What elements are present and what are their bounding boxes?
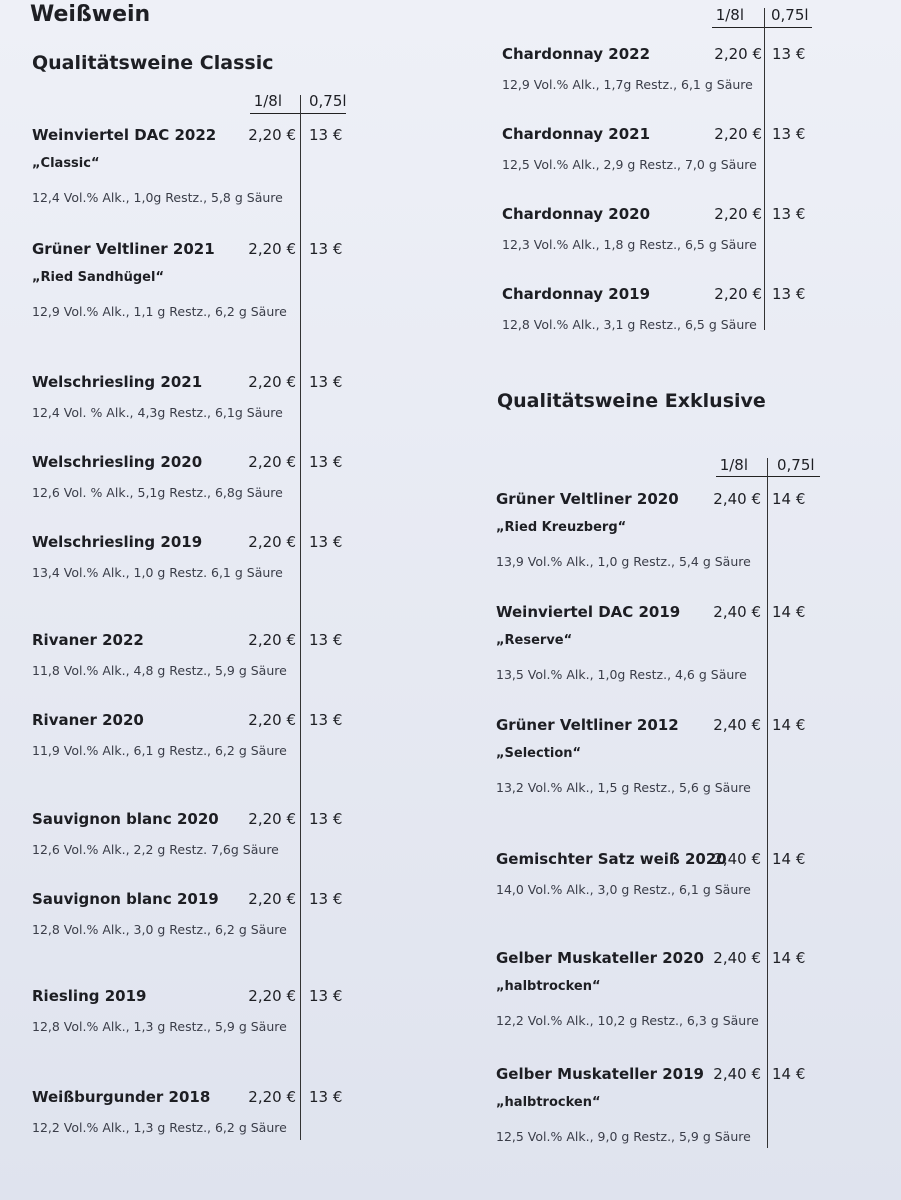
column-divider-classic [300, 95, 301, 1140]
price-small-glass: 2,20 € [248, 126, 296, 144]
wine-name: Chardonnay 2022 [502, 45, 651, 63]
wine-name: Gelber Muskateller 2019 [496, 1065, 704, 1083]
price-bottle: 13 € [309, 126, 343, 144]
wine-subtitle: „Classic“ [32, 156, 100, 171]
wine-name: Gemischter Satz weiß 2020 [496, 850, 727, 868]
column-header-large: 0,75l [771, 6, 809, 24]
wine-name: Welschriesling 2020 [32, 453, 203, 471]
price-small-glass: 2,20 € [248, 810, 296, 828]
price-bottle: 14 € [772, 716, 806, 734]
price-small-glass: 2,20 € [248, 453, 296, 471]
wine-name: Riesling 2019 [32, 987, 147, 1005]
wine-details: 13,9 Vol.% Alk., 1,0 g Restz., 5,4 g Säure [496, 554, 751, 569]
wine-details: 12,9 Vol.% Alk., 1,1 g Restz., 6,2 g Säure [32, 304, 287, 319]
price-bottle: 14 € [772, 1065, 806, 1083]
price-small-glass: 2,40 € [713, 716, 761, 734]
price-bottle: 13 € [309, 533, 343, 551]
price-bottle: 13 € [309, 453, 343, 471]
price-bottle: 13 € [309, 631, 343, 649]
price-small-glass: 2,20 € [714, 45, 762, 63]
header-underline-exklusive [716, 476, 820, 477]
wine-details: 13,4 Vol.% Alk., 1,0 g Restz. 6,1 g Säure [32, 565, 283, 580]
price-small-glass: 2,40 € [713, 490, 761, 508]
wine-details: 11,9 Vol.% Alk., 6,1 g Restz., 6,2 g Säure [32, 743, 287, 758]
column-header-large: 0,75l [309, 92, 347, 110]
price-bottle: 14 € [772, 850, 806, 868]
wine-name: Sauvignon blanc 2019 [32, 890, 219, 908]
wine-subtitle: „Ried Kreuzberg“ [496, 520, 627, 535]
price-small-glass: 2,40 € [713, 949, 761, 967]
wine-name: Chardonnay 2021 [502, 125, 651, 143]
wine-name: Grüner Veltliner 2012 [496, 716, 679, 734]
price-small-glass: 2,20 € [714, 285, 762, 303]
price-small-glass: 2,40 € [713, 850, 761, 868]
wine-name: Weinviertel DAC 2019 [496, 603, 681, 621]
price-bottle: 13 € [772, 45, 806, 63]
wine-details: 12,2 Vol.% Alk., 1,3 g Restz., 6,2 g Säure [32, 1120, 287, 1135]
wine-name: Gelber Muskateller 2020 [496, 949, 704, 967]
price-bottle: 13 € [309, 890, 343, 908]
column-header-small: 1/8l [715, 6, 744, 24]
price-bottle: 13 € [772, 205, 806, 223]
wine-subtitle: „halbtrocken“ [496, 979, 601, 994]
section-title-exklusive: Qualitätsweine Exklusive [497, 390, 766, 412]
price-small-glass: 2,20 € [248, 711, 296, 729]
wine-details: 12,5 Vol.% Alk., 2,9 g Restz., 7,0 g Säure [502, 157, 757, 172]
column-divider-exklusive [767, 458, 768, 1148]
wine-name: Weißburgunder 2018 [32, 1088, 211, 1106]
price-small-glass: 2,40 € [713, 603, 761, 621]
wine-subtitle: „halbtrocken“ [496, 1095, 601, 1110]
price-bottle: 13 € [309, 987, 343, 1005]
wine-details: 13,2 Vol.% Alk., 1,5 g Restz., 5,6 g Säure [496, 780, 751, 795]
price-small-glass: 2,20 € [248, 890, 296, 908]
wine-name: Weinviertel DAC 2022 [32, 126, 217, 144]
column-header-small: 1/8l [253, 92, 282, 110]
wine-details: 12,3 Vol.% Alk., 1,8 g Restz., 6,5 g Säure [502, 237, 757, 252]
wine-name: Welschriesling 2019 [32, 533, 203, 551]
wine-details: 13,5 Vol.% Alk., 1,0g Restz., 4,6 g Säure [496, 667, 747, 682]
wine-details: 12,5 Vol.% Alk., 9,0 g Restz., 5,9 g Säure [496, 1129, 751, 1144]
price-small-glass: 2,20 € [714, 125, 762, 143]
wine-name: Rivaner 2020 [32, 711, 144, 729]
wine-subtitle: „Selection“ [496, 746, 582, 761]
wine-subtitle: „Ried Sandhügel“ [32, 270, 164, 285]
price-small-glass: 2,20 € [248, 533, 296, 551]
column-header-large: 0,75l [777, 456, 815, 474]
wine-details: 12,4 Vol.% Alk., 1,0g Restz., 5,8 g Säure [32, 190, 283, 205]
section-title-classic: Qualitätsweine Classic [32, 52, 274, 74]
price-small-glass: 2,20 € [248, 1088, 296, 1106]
wine-details: 12,4 Vol. % Alk., 4,3g Restz., 6,1g Säure [32, 405, 283, 420]
wine-name: Welschriesling 2021 [32, 373, 203, 391]
price-bottle: 13 € [309, 711, 343, 729]
price-bottle: 13 € [309, 240, 343, 258]
header-underline-chardonnay [712, 27, 812, 28]
price-bottle: 13 € [772, 125, 806, 143]
price-bottle: 14 € [772, 949, 806, 967]
price-small-glass: 2,20 € [248, 240, 296, 258]
wine-details: 12,8 Vol.% Alk., 3,1 g Restz., 6,5 g Säure [502, 317, 757, 332]
wine-details: 12,2 Vol.% Alk., 10,2 g Restz., 6,3 g Säure [496, 1013, 759, 1028]
wine-name: Grüner Veltliner 2020 [496, 490, 679, 508]
wine-subtitle: „Reserve“ [496, 633, 573, 648]
wine-name: Grüner Veltliner 2021 [32, 240, 215, 258]
price-bottle: 14 € [772, 490, 806, 508]
wine-name: Chardonnay 2020 [502, 205, 651, 223]
column-header-small: 1/8l [719, 456, 748, 474]
price-bottle: 13 € [309, 373, 343, 391]
wine-details: 12,8 Vol.% Alk., 3,0 g Restz., 6,2 g Säure [32, 922, 287, 937]
wine-details: 12,6 Vol.% Alk., 2,2 g Restz. 7,6g Säure [32, 842, 279, 857]
price-bottle: 13 € [309, 1088, 343, 1106]
price-bottle: 13 € [309, 810, 343, 828]
price-small-glass: 2,20 € [714, 205, 762, 223]
column-divider-chardonnay [764, 8, 765, 330]
price-small-glass: 2,20 € [248, 987, 296, 1005]
price-small-glass: 2,20 € [248, 373, 296, 391]
header-underline-classic [250, 113, 346, 114]
wine-name: Sauvignon blanc 2020 [32, 810, 219, 828]
price-bottle: 13 € [772, 285, 806, 303]
price-small-glass: 2,40 € [713, 1065, 761, 1083]
wine-name: Chardonnay 2019 [502, 285, 651, 303]
wine-details: 12,9 Vol.% Alk., 1,7g Restz., 6,1 g Säure [502, 77, 753, 92]
wine-details: 14,0 Vol.% Alk., 3,0 g Restz., 6,1 g Säure [496, 882, 751, 897]
wine-details: 12,8 Vol.% Alk., 1,3 g Restz., 5,9 g Säure [32, 1019, 287, 1034]
page-title: Weißwein [30, 2, 151, 27]
price-bottle: 14 € [772, 603, 806, 621]
price-small-glass: 2,20 € [248, 631, 296, 649]
wine-name: Rivaner 2022 [32, 631, 144, 649]
wine-details: 12,6 Vol. % Alk., 5,1g Restz., 6,8g Säure [32, 485, 283, 500]
wine-details: 11,8 Vol.% Alk., 4,8 g Restz., 5,9 g Säure [32, 663, 287, 678]
